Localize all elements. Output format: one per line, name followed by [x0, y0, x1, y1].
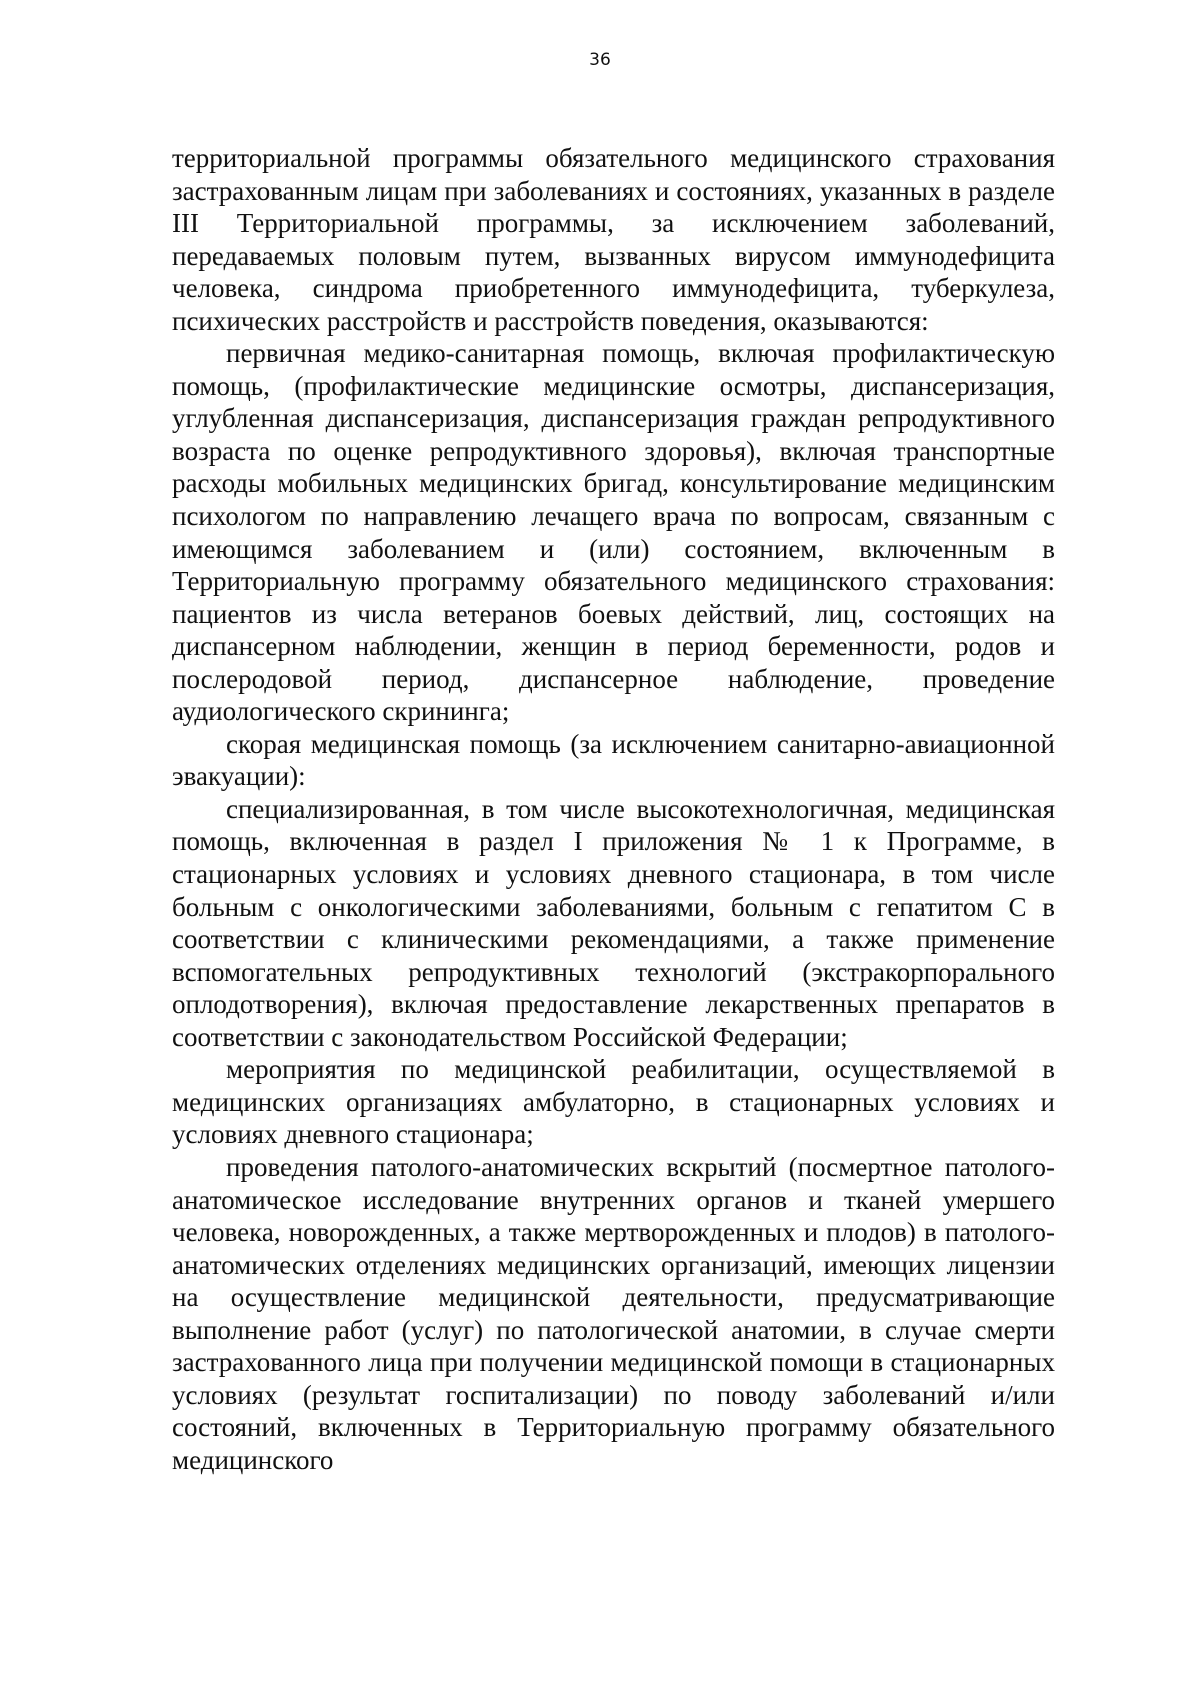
paragraph-intro: территориальной программы обязательного медицинского страхования застрахованным лицам при заболеваниях и состояниях, указанных в разделе III Территориальной программы, за исключением заболеваний, передаваемых половым путем, вызванных вирусом иммунодефицита человека, синдрома приобретенного иммунодефицита, туберкулеза, психических расстройств и расстройств поведения, оказываются:: [172, 143, 1055, 336]
paragraph-specialized-care: специализированная, в том числе высокотехнологичная, медицинская помощь, включенная в раздел I приложения № 1 к Программе, в стационарных условиях и условиях дневного стационара, в том числе больным с онкологическими заболеваниями, больным с гепатитом С в соответствии с клиническими рекомендациями, а также применение вспомогательных репродуктивных технологий (экстракорпорального оплодотворения), включая предоставление лекарственных препаратов в соответствии с законодательством Российской Федерации;: [172, 793, 1055, 1052]
document-body: [172, 142, 1055, 1476]
paragraph-rehabilitation: мероприятия по медицинской реабилитации, осуществляемой в медицинских организациях амбулаторно, в стационарных условиях и условиях дневного стационара;: [172, 1054, 1055, 1150]
paragraph-primary-care: первичная медико-санитарная помощь, включая профилактическую помощь, (профилактические медицинские осмотры, диспансеризация, углубленная диспансеризация, диспансеризация граждан репродуктивного возраста по оценке репродуктивного здоровья), включая транспортные расходы мобильных медицинских бригад, консультирование медицинским психологом по направлению лечащего врача по вопросам, связанным с имеющимся заболеванием и (или) состоянием, включенным в Территориальную программу обязательного медицинского страхования: пациентов из числа ветеранов боевых действий, лиц, состоящих на диспансерном наблюдении, женщин в период беременности, родов и послеродовой период, диспансерное наблюдение, проведение аудиологического скрининга;: [172, 338, 1055, 727]
page-number: 36: [589, 50, 611, 70]
paragraph-emergency-care: скорая медицинская помощь (за исключением санитарно-авиационной эвакуации):: [172, 728, 1055, 792]
paragraph-autopsies: проведения патолого-анатомических вскрытий (посмертное патолого-анатомическое исследование внутренних органов и тканей умершего человека, новорожденных, а также мертворожденных и плодов) в патолого-анатомических отделениях медицинских организаций, имеющих лицензии на осуществление медицинской деятельности, предусматривающие выполнение работ (услуг) по патологической анатомии, в случае смерти застрахованного лица при получении медицинской помощи в стационарных условиях (результат госпитализации) по поводу заболеваний и/или состояний, включенных в Территориальную программу обязательного медицинского: [172, 1151, 1055, 1475]
